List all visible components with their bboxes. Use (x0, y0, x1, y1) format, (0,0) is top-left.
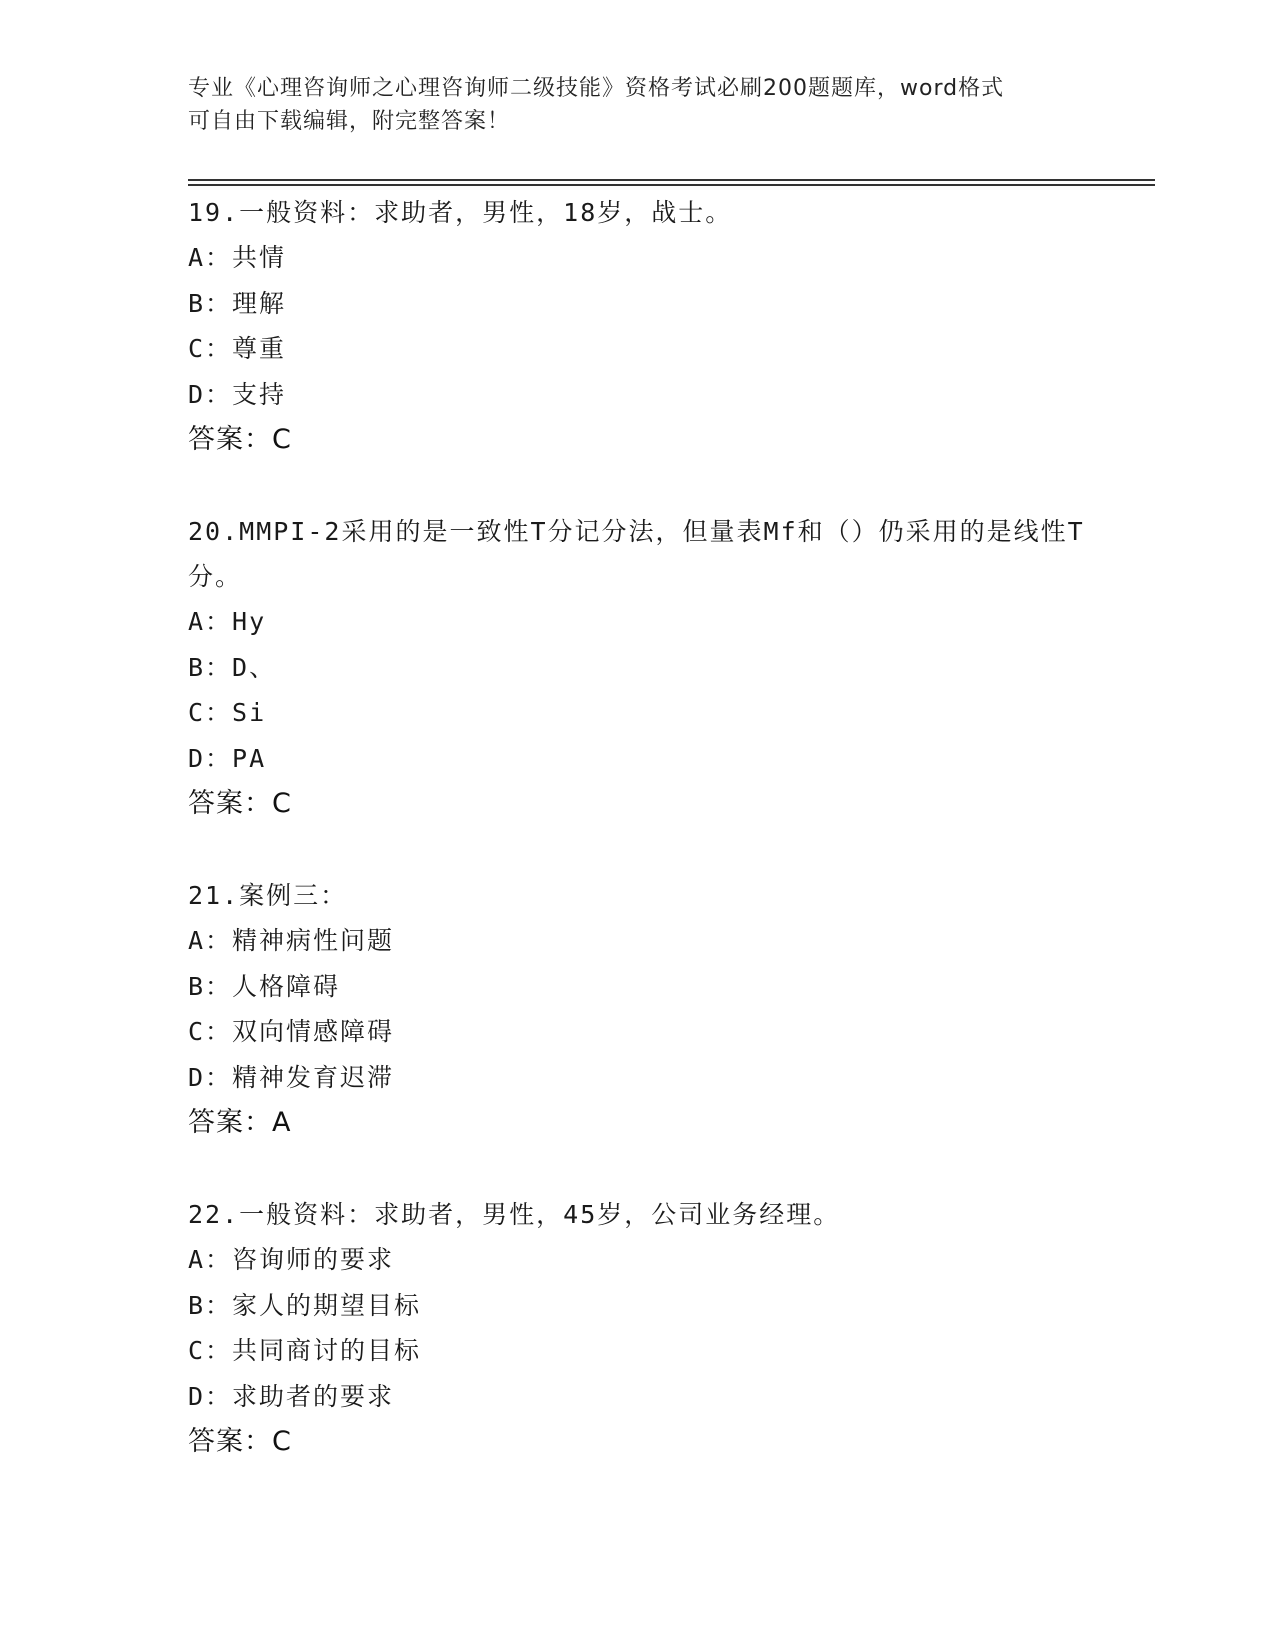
question-text: 21.案例三： (188, 881, 348, 910)
document-header (188, 72, 1088, 138)
option-a: A：共情 (188, 243, 287, 272)
option-b: B：人格障碍 (188, 971, 341, 1001)
option-d: D：PA (188, 743, 267, 773)
option-a: A：Hy (188, 607, 267, 636)
header-line-1: 专业《心理咨询师之心理咨询师二级技能》资格考试必刷200题题库，word格式 (188, 76, 1005, 101)
option-b: B：家人的期望目标 (188, 1290, 422, 1320)
question-19 (188, 190, 1088, 463)
header-line-2: 可自由下载编辑，附完整答案！ (188, 109, 511, 134)
option-c: C：Si (188, 698, 267, 727)
header-divider-top (188, 179, 1155, 181)
option-d: D：求助者的要求 (188, 1381, 395, 1411)
option-a: A：精神病性问题 (188, 926, 395, 955)
option-d: D：精神发育迟滞 (188, 1062, 395, 1092)
option-a: A：咨询师的要求 (188, 1245, 395, 1274)
question-list (188, 190, 1088, 1511)
option-b: B：D、 (188, 652, 277, 682)
question-21 (188, 873, 1088, 1146)
option-d: D：支持 (188, 379, 287, 409)
option-c: C：尊重 (188, 334, 287, 363)
answer-label: 答案：C (188, 424, 292, 455)
option-c: C：共同商讨的目标 (188, 1336, 422, 1365)
question-text: 19.一般资料：求助者，男性，18岁，战士。 (188, 198, 733, 227)
question-text: 20.MMPI-2采用的是一致性T分记分法，但量表Mf和（）仍采用的是线性T分。 (188, 517, 1085, 591)
option-c: C：双向情感障碍 (188, 1017, 395, 1046)
answer-label: 答案：C (188, 1426, 292, 1457)
answer-label: 答案：A (188, 1107, 292, 1138)
option-b: B：理解 (188, 288, 287, 318)
question-text: 22.一般资料：求助者，男性，45岁，公司业务经理。 (188, 1200, 841, 1229)
header-divider-bottom (188, 184, 1155, 186)
question-22 (188, 1192, 1088, 1465)
answer-label: 答案：C (188, 788, 292, 819)
question-20 (188, 509, 1088, 827)
